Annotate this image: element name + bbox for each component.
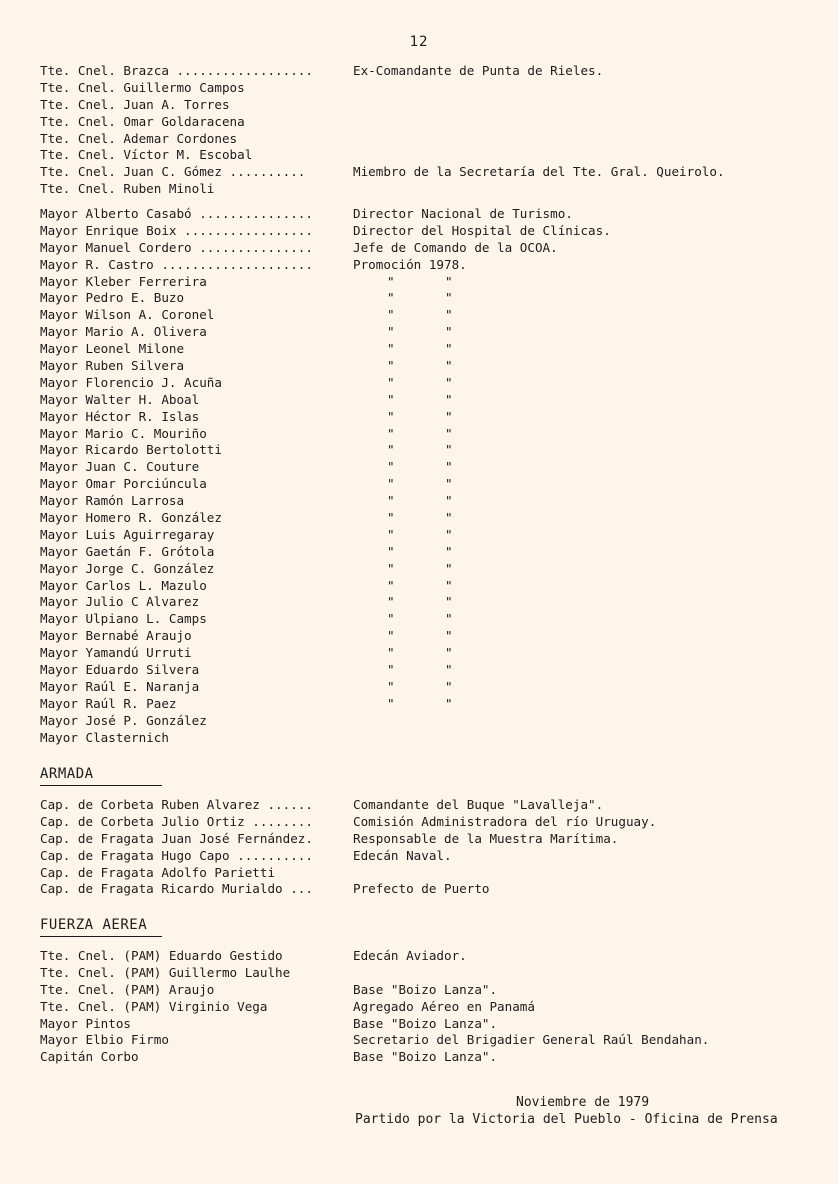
- person-name: Mayor Pedro E. Buzo: [40, 290, 185, 306]
- person-name: Mayor Elbio Firmo: [40, 1032, 169, 1048]
- ditto-mark: ": [445, 358, 453, 374]
- person-name: Mayor Jorge C. González: [40, 560, 215, 576]
- person-name: Mayor Carlos L. Mazulo: [40, 577, 207, 593]
- page-number: 12: [409, 34, 429, 50]
- person-name: Mayor Florencio J. Acuña: [40, 374, 222, 390]
- person-name: Mayor Manuel Cordero ...............: [40, 239, 313, 255]
- person-name: Tte. Cnel. Víctor M. Escobal: [40, 147, 253, 163]
- person-name: Tte. Cnel. Brazca ..................: [40, 63, 313, 78]
- ditto-mark: ": [445, 526, 453, 542]
- fuerza-aerea-heading: FUERZA AEREA: [40, 917, 162, 937]
- list-item: [40, 131, 820, 148]
- list-item: [40, 307, 820, 324]
- person-name: Tte. Cnel. Omar Goldaracena: [40, 113, 245, 129]
- footer-date: Noviembre de 1979: [516, 1095, 650, 1110]
- list-item: [40, 181, 820, 198]
- person-name: Mayor Juan C. Couture: [40, 459, 200, 475]
- list-item: [40, 848, 820, 865]
- list-item: [40, 948, 820, 965]
- person-role: Director Nacional de Turismo.: [353, 206, 573, 221]
- ditto-mark: ": [445, 425, 453, 441]
- person-name: Mayor Walter H. Aboal: [40, 391, 200, 407]
- list-item: [40, 578, 820, 595]
- person-name: Mayor Kleber Ferrerira: [40, 273, 207, 289]
- ditto-mark: ": [445, 459, 453, 475]
- list-item: [40, 1049, 820, 1066]
- person-role: Responsable de la Muestra Marítima.: [353, 830, 619, 846]
- person-role: Comandante del Buque "Lavalleja".: [353, 797, 604, 812]
- list-item: [40, 831, 820, 848]
- ditto-mark: ": [445, 442, 453, 458]
- list-item: [40, 459, 820, 476]
- ditto-mark: ": [387, 611, 395, 627]
- person-name: Cap. de Fragata Juan José Fernández.: [40, 830, 313, 846]
- ditto-mark: ": [387, 577, 395, 593]
- person-name: Tte. Cnel. Juan C. Gómez ..........: [40, 164, 306, 180]
- person-name: Mayor Pintos: [40, 1015, 131, 1031]
- list-item: [40, 97, 820, 114]
- person-name: Tte. Cnel. (PAM) Virginio Vega: [40, 998, 268, 1014]
- ditto-mark: ": [387, 324, 395, 340]
- list-item: [40, 645, 820, 662]
- ditto-mark: ": [445, 476, 453, 492]
- person-name: Mayor Mario A. Olivera: [40, 324, 207, 340]
- person-name: Mayor Enrique Boix .................: [40, 222, 313, 238]
- list-item: [40, 982, 820, 999]
- person-name: Mayor R. Castro ....................: [40, 256, 313, 272]
- list-item: [40, 290, 820, 307]
- ditto-mark: ": [445, 662, 453, 678]
- ditto-mark: ": [445, 408, 453, 424]
- ditto-mark: ": [387, 307, 395, 323]
- person-name: Mayor Ramón Larrosa: [40, 493, 185, 509]
- list-item: [40, 358, 820, 375]
- list-item: [40, 965, 820, 982]
- ditto-mark: ": [387, 628, 395, 644]
- list-item: [40, 814, 820, 831]
- armada-heading: ARMADA: [40, 766, 162, 786]
- ditto-mark: ": [387, 391, 395, 407]
- ditto-mark: ": [445, 594, 453, 610]
- person-role: Base "Boizo Lanza".: [353, 1049, 498, 1065]
- list-item: [40, 594, 820, 611]
- person-name: Mayor Clasternich: [40, 729, 169, 745]
- person-name: Cap. de Fragata Hugo Capo ..........: [40, 847, 313, 863]
- ditto-mark: ": [445, 273, 453, 289]
- list-item: [40, 80, 820, 97]
- ditto-mark: ": [387, 408, 395, 424]
- person-name: Mayor Yamandú Urruti: [40, 645, 192, 661]
- person-name: Cap. de Corbeta Ruben Alvarez ......: [40, 797, 313, 812]
- list-item: [40, 611, 820, 628]
- person-name: Mayor Wilson A. Coronel: [40, 307, 215, 323]
- list-item: [40, 628, 820, 645]
- list-item: [40, 544, 820, 561]
- person-role: Secretario del Brigadier General Raúl Bendahan.: [353, 1032, 710, 1048]
- list-item: [40, 442, 820, 459]
- list-item: [40, 679, 820, 696]
- ditto-mark: ": [387, 442, 395, 458]
- list-item: [40, 662, 820, 679]
- person-name: Mayor Ricardo Bertolotti: [40, 442, 222, 458]
- list-item: [40, 493, 820, 510]
- list-item: [40, 696, 820, 713]
- person-name: Mayor Bernabé Araujo: [40, 628, 192, 644]
- person-name: Mayor Gaetán F. Grótola: [40, 543, 215, 559]
- ditto-mark: ": [387, 476, 395, 492]
- person-name: Tte. Cnel. (PAM) Araujo: [40, 981, 215, 997]
- ditto-mark: ": [387, 273, 395, 289]
- list-item: [40, 392, 820, 409]
- ditto-mark: ": [387, 358, 395, 374]
- person-role: Promoción 1978.: [353, 256, 467, 272]
- ditto-mark: ": [445, 678, 453, 694]
- list-item: [40, 1032, 820, 1049]
- list-item: [40, 223, 820, 240]
- person-name: Mayor Omar Porciúncula: [40, 476, 207, 492]
- ditto-mark: ": [387, 695, 395, 711]
- list-item: [40, 865, 820, 882]
- person-name: Tte. Cnel. Ruben Minoli: [40, 181, 215, 197]
- ditto-mark: ": [445, 341, 453, 357]
- ditto-mark: ": [387, 526, 395, 542]
- ditto-mark: ": [387, 459, 395, 475]
- list-item: [40, 257, 820, 274]
- person-name: Mayor Homero R. González: [40, 510, 222, 526]
- ditto-mark: ": [387, 560, 395, 576]
- person-role: Jefe de Comando de la OCOA.: [353, 239, 558, 255]
- ditto-mark: ": [445, 611, 453, 627]
- person-name: Mayor Mario C. Mouriño: [40, 425, 207, 441]
- ditto-mark: ": [387, 662, 395, 678]
- person-name: Mayor Alberto Casabó ...............: [40, 206, 313, 221]
- mayor-list: [40, 206, 820, 747]
- ditto-mark: ": [387, 493, 395, 509]
- list-item: [40, 510, 820, 527]
- ditto-mark: ": [445, 510, 453, 526]
- list-item: [40, 881, 820, 898]
- list-item: [40, 1016, 820, 1033]
- ditto-mark: ": [445, 391, 453, 407]
- person-name: Mayor Ruben Silvera: [40, 358, 185, 374]
- ditto-mark: ": [387, 645, 395, 661]
- list-item: [40, 426, 820, 443]
- ditto-mark: ": [445, 560, 453, 576]
- list-item: [40, 324, 820, 341]
- list-item: [40, 999, 820, 1016]
- person-name: Cap. de Fragata Ricardo Murialdo ...: [40, 881, 313, 897]
- person-role: Ex-Comandante de Punta de Rieles.: [353, 63, 604, 78]
- ditto-mark: ": [445, 307, 453, 323]
- ditto-mark: ": [387, 594, 395, 610]
- person-name: Mayor Eduardo Silvera: [40, 662, 200, 678]
- person-name: Tte. Cnel. Guillermo Campos: [40, 79, 245, 95]
- list-item: [40, 375, 820, 392]
- person-name: Tte. Cnel. Juan A. Torres: [40, 96, 230, 112]
- ditto-mark: ": [445, 628, 453, 644]
- ditto-mark: ": [387, 290, 395, 306]
- person-name: Mayor Luis Aguirregaray: [40, 526, 215, 542]
- ditto-mark: ": [445, 645, 453, 661]
- ditto-mark: ": [445, 493, 453, 509]
- person-name: Mayor José P. González: [40, 712, 207, 728]
- person-name: Capitán Corbo: [40, 1049, 139, 1065]
- person-name: Mayor Leonel Milone: [40, 341, 185, 357]
- list-item: [40, 114, 820, 131]
- person-name: Mayor Héctor R. Islas: [40, 408, 200, 424]
- person-name: Mayor Raúl E. Naranja: [40, 678, 200, 694]
- person-name: Cap. de Corbeta Julio Ortiz ........: [40, 813, 313, 829]
- ditto-mark: ": [387, 425, 395, 441]
- ditto-mark: ": [445, 290, 453, 306]
- person-name: Mayor Ulpiano L. Camps: [40, 611, 207, 627]
- list-item: [40, 147, 820, 164]
- person-role: Base "Boizo Lanza".: [353, 981, 498, 997]
- person-role: Edecán Aviador.: [353, 948, 467, 963]
- footer-signature: Partido por la Victoria del Pueblo - Oficina de Prensa: [355, 1112, 778, 1127]
- ditto-mark: ": [445, 695, 453, 711]
- list-item: [40, 341, 820, 358]
- person-name: Tte. Cnel. (PAM) Guillermo Laulhe: [40, 964, 291, 980]
- list-item: [40, 63, 820, 80]
- ditto-mark: ": [445, 324, 453, 340]
- person-name: Cap. de Fragata Adolfo Parietti: [40, 864, 276, 880]
- list-item: [40, 797, 820, 814]
- ditto-mark: ": [387, 678, 395, 694]
- list-item: [40, 476, 820, 493]
- person-name: Mayor Raúl R. Paez: [40, 695, 177, 711]
- person-role: Prefecto de Puerto: [353, 881, 490, 897]
- list-item: [40, 206, 820, 223]
- list-item: [40, 274, 820, 291]
- ditto-mark: ": [445, 577, 453, 593]
- person-role: Edecán Naval.: [353, 847, 452, 863]
- person-role: Comisión Administradora del río Uruguay.: [353, 813, 657, 829]
- list-item: [40, 240, 820, 257]
- person-name: Tte. Cnel. (PAM) Eduardo Gestido: [40, 948, 283, 963]
- ditto-mark: ": [387, 341, 395, 357]
- person-role: Agregado Aéreo en Panamá: [353, 998, 535, 1014]
- person-name: Tte. Cnel. Ademar Cordones: [40, 130, 238, 146]
- person-role: Miembro de la Secretaría del Tte. Gral. Queirolo.: [353, 164, 725, 180]
- list-item: [40, 730, 820, 747]
- list-item: [40, 713, 820, 730]
- list-item: [40, 561, 820, 578]
- tte-cnel-list: [40, 63, 820, 198]
- person-name: Mayor Julio C Alvarez: [40, 594, 200, 610]
- ditto-mark: ": [387, 543, 395, 559]
- person-role: Base "Boizo Lanza".: [353, 1015, 498, 1031]
- list-item: [40, 527, 820, 544]
- ditto-mark: ": [387, 374, 395, 390]
- ditto-mark: ": [387, 510, 395, 526]
- fuerza-aerea-list: [40, 948, 820, 1066]
- list-item: [40, 409, 820, 426]
- list-item: [40, 164, 820, 181]
- ditto-mark: ": [445, 374, 453, 390]
- ditto-mark: ": [445, 543, 453, 559]
- armada-list: [40, 797, 820, 898]
- person-role: Director del Hospital de Clínicas.: [353, 222, 611, 238]
